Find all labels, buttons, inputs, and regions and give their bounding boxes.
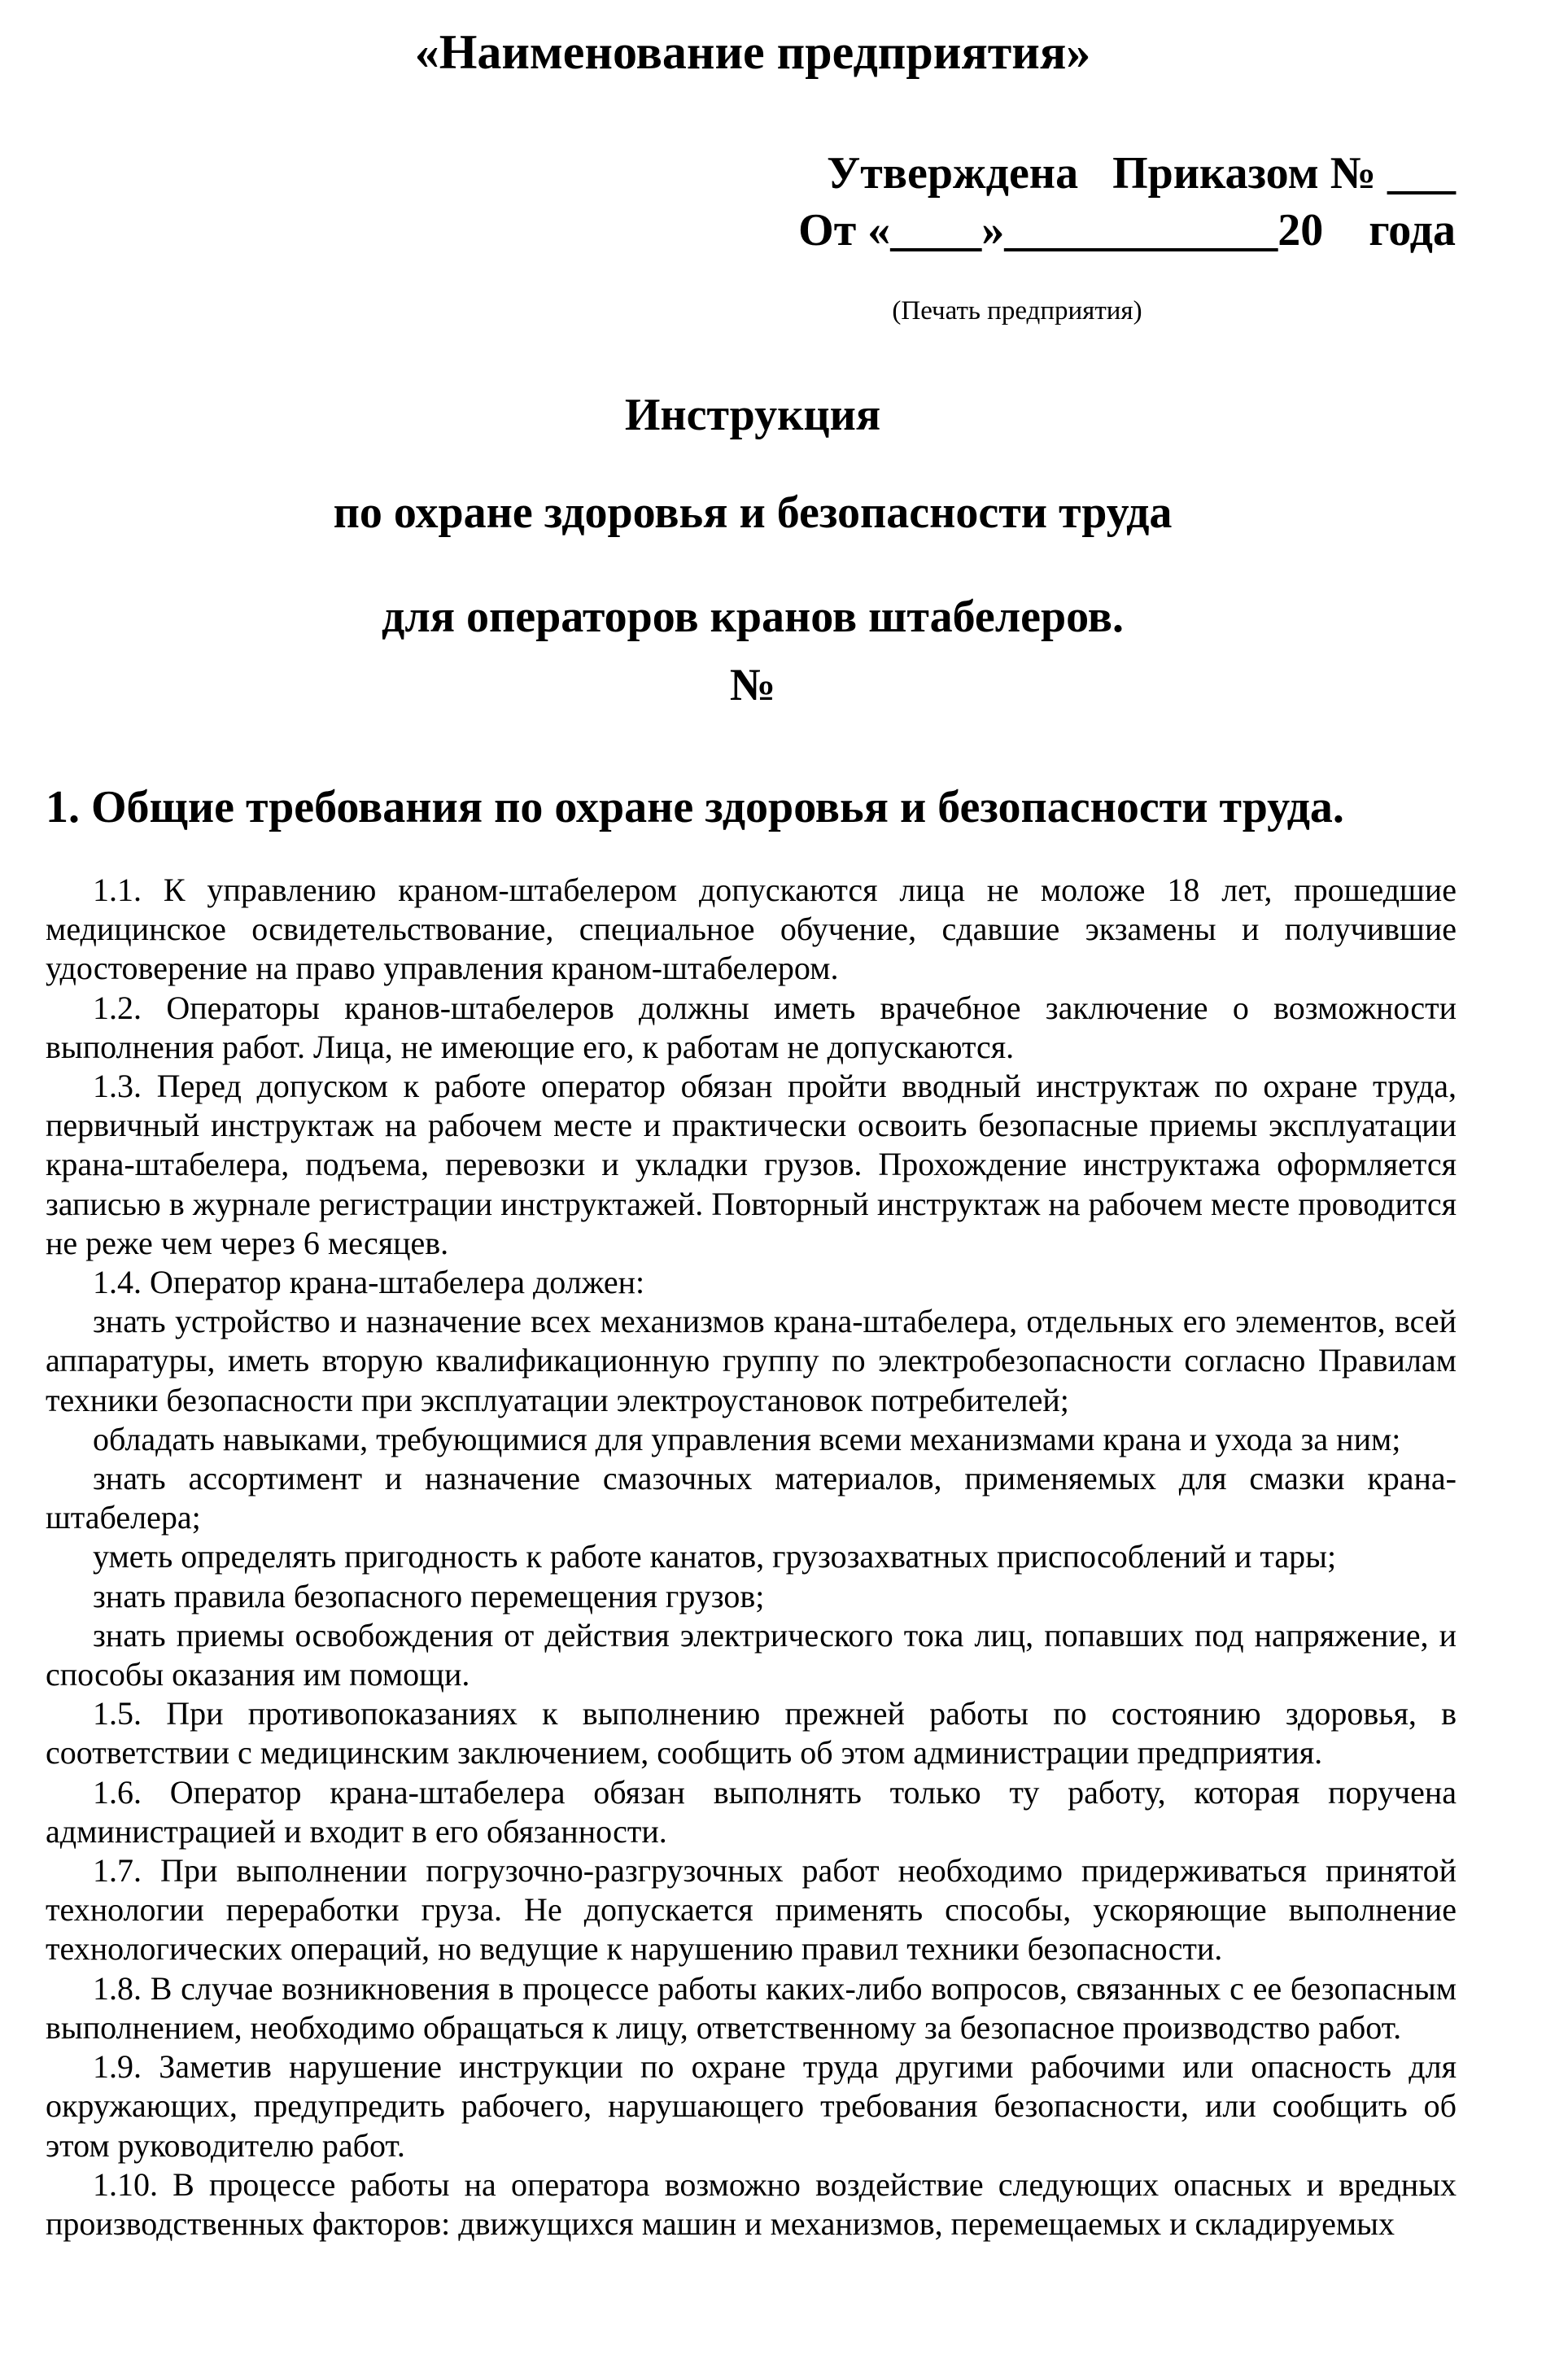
approved-by-order-line: Утверждена Приказом № ___ bbox=[827, 148, 1456, 199]
organization-name: «Наименование предприятия» bbox=[414, 25, 1091, 79]
section-1-body bbox=[46, 871, 1457, 2244]
paragraph-1-6: 1.6. Оператор крана-штабелера обязан выполнять только ту работу, которая поручена администрацией и входит в его обязанности. bbox=[46, 1773, 1457, 1850]
section-1-heading: 1. Общие требования по охране здоровья и безопасности труда. bbox=[46, 782, 1344, 832]
list-item: обладать навыками, требующимися для управления всеми механизмами крана и ухода за ним; bbox=[93, 1420, 1401, 1457]
list-item: знать приемы освобождения от действия электрического тока лиц, попавших под напряжение, и способы оказания им помощи. bbox=[46, 1616, 1457, 1693]
paragraph-1-10: 1.10. В процессе работы на оператора возможно воздействие следующих опасных и вредных производственных факторов: движущихся машин и механизмов, перемещаемых и складируемых bbox=[46, 2165, 1457, 2242]
seal-note: (Печать предприятия) bbox=[892, 296, 1142, 326]
paragraph-1-9: 1.9. Заметив нарушение инструкции по охране труда другими рабочими или опасность для окружающих, предупредить рабочего, нарушающего требования безопасности, или сообщить об этом руководителю работ. bbox=[46, 2048, 1457, 2164]
paragraph-1-2: 1.2. Операторы кранов-штабелеров должны иметь врачебное заключение о возможности выполнения работ. Лица, не имеющие его, к работам не допускаются. bbox=[46, 989, 1457, 1065]
paragraph-1-5: 1.5. При противопоказаниях к выполнению прежней работы по состоянию здоровья, в соответствии с медицинским заключением, сообщить об этом администрации предприятия. bbox=[46, 1695, 1457, 1772]
document-number: № bbox=[729, 660, 776, 710]
approval-date-line: От «____»____________20 года bbox=[798, 205, 1456, 256]
document-title: Инструкция bbox=[624, 390, 881, 440]
paragraph-1-4: 1.4. Оператор крана-штабелера должен: bbox=[93, 1264, 645, 1301]
paragraph-1-7: 1.7. При выполнении погрузочно-разгрузочных работ необходимо придерживаться принятой технологии переработки груза. Не допускается применять способы, ускоряющие выполнение технологических операций, но ведущие к нарушению правил техники безопасности. bbox=[46, 1852, 1457, 1968]
list-item: уметь определять пригодность к работе канатов, грузозахватных приспособлений и тары; bbox=[93, 1538, 1337, 1575]
list-item: знать ассортимент и назначение смазочных материалов, применяемых для смазки крана-штабелера; bbox=[46, 1460, 1457, 1536]
paragraph-1-8: 1.8. В случае возникновения в процессе работы каких-либо вопросов, связанных с ее безопасным выполнением, необходимо обращаться к лицу, ответственному за безопасное производство работ. bbox=[46, 1969, 1457, 2046]
paragraph-1-1: 1.1. К управлению краном-штабелером допускаются лица не моложе 18 лет, прошедшие медицинское освидетельствование, специальное обучение, сдавшие экзамены и получившие удостоверение на право управления краном-штабелером. bbox=[46, 872, 1457, 987]
paragraph-1-3: 1.3. Перед допуском к работе оператор обязан пройти вводный инструктаж по охране труда, первичный инструктаж на рабочем месте и практически освоить безопасные приемы эксплуатации крана-штабелера, подъема, перевозки и укладки грузов. Прохождение инструктажа оформляется записью в журнале регистрации инструктажей. Повторный инструктаж на рабочем месте проводится не реже чем через 6 месяцев. bbox=[46, 1068, 1457, 1261]
document-subtitle-line-1: по охране здоровья и безопасности труда bbox=[333, 487, 1173, 538]
approval-block bbox=[798, 145, 1456, 259]
document-subtitle-line-2: для операторов кранов штабелеров. bbox=[382, 592, 1124, 642]
list-item: знать правила безопасного перемещения грузов; bbox=[93, 1577, 765, 1614]
list-item: знать устройство и назначение всех механизмов крана-штабелера, отдельных его элементов, всей аппаратуры, иметь вторую квалификационную группу по электробезопасности согласно Правилам техники безопасности при эксплуатации электроустановок потребителей; bbox=[46, 1303, 1457, 1418]
